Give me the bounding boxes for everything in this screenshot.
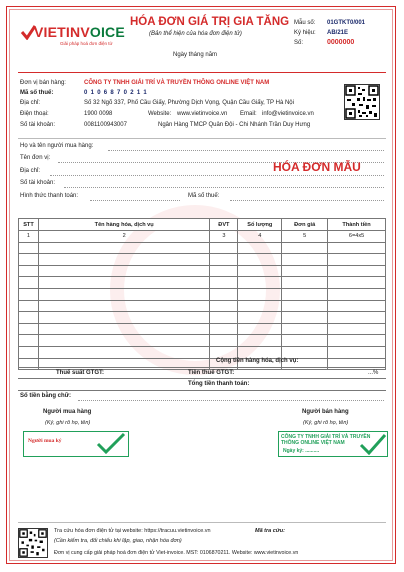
seller-name-label: Đơn vị bán hàng: — [20, 80, 66, 86]
col-header-name: Tên hàng hóa, dịch vụ — [38, 219, 209, 231]
col-header-qty: Số lượng — [238, 219, 282, 231]
vat-rate-label: Thuế suất GTGT: — [56, 370, 104, 376]
buyer-signature-box — [23, 431, 129, 457]
table-row — [19, 265, 386, 277]
amount-in-words-label: Số tiền bằng chữ: — [20, 393, 72, 399]
seller-website-label: Website: — [148, 111, 172, 117]
buyer-sign-text: Người mua ký — [28, 438, 62, 444]
dotted-line — [64, 187, 384, 188]
seller-address-value: Số 32 Ngõ 337, Phố Cầu Giấy, Phường Dịch Vọng, Quận Cầu Giấy, TP Hà Nội — [84, 100, 294, 106]
buyer-payment-label: Hình thức thanh toán: — [20, 193, 79, 199]
dotted-line — [108, 150, 384, 151]
table-row — [19, 300, 386, 312]
symbol-value: AB/21E — [327, 30, 349, 36]
logo-text-accent: OICE — [89, 24, 125, 40]
check-icon — [359, 433, 387, 455]
sample-invoice-stamp: HÓA ĐƠN MẪU — [273, 160, 361, 174]
table-row — [19, 312, 386, 324]
qr-code-icon — [19, 529, 47, 557]
table-row — [19, 242, 386, 254]
invoice-subtitle: (Bản thể hiện của hóa đơn điện tử) — [149, 31, 242, 37]
buyer-sign-title: Người mua hàng — [43, 409, 92, 415]
index-cell: 2 — [38, 231, 209, 243]
items-table — [18, 218, 386, 370]
number-value: 0000000 — [327, 39, 355, 46]
lookup-qr-code — [18, 528, 48, 558]
index-cell: 5 — [282, 231, 328, 243]
logo-text-main: VIETINV — [34, 24, 90, 40]
lookup-text: Tra cứu hóa đơn điện tử tại website: https://tracuu.vietinvoice.vn — [54, 528, 211, 534]
dotted-line — [230, 200, 384, 201]
index-cell: 1 — [19, 231, 39, 243]
seller-bank-value: Ngân Hàng TMCP Quân Đội - Chi Nhánh Trần Duy Hưng — [158, 122, 311, 128]
table-index-row — [19, 231, 386, 243]
divider — [18, 522, 386, 523]
seller-account-label: Số tài khoản: — [20, 122, 56, 128]
table-row — [19, 254, 386, 266]
vat-amount-label: Tiền thuế GTGT: — [188, 370, 235, 376]
seller-tax-value: 0 1 0 6 8 7 0 2 1 1 — [84, 90, 148, 96]
index-cell: 4 — [238, 231, 282, 243]
divider — [18, 367, 386, 368]
buyer-account-label: Số tài khoản: — [20, 180, 56, 186]
provider-text: Đơn vị cung cấp giải pháp hoá đơn điện tử Viet-invoice. MST: 0106870211. Website: www.vietinvoice.vn — [54, 550, 299, 556]
grand-total-label: Tổng tiền thanh toán: — [188, 381, 250, 387]
divider — [18, 390, 386, 391]
index-cell: 6=4x5 — [328, 231, 386, 243]
table-row — [19, 346, 386, 358]
dotted-line — [50, 175, 384, 176]
divider — [18, 138, 386, 139]
buyer-address-label: Địa chỉ: — [20, 168, 41, 174]
table-row — [19, 277, 386, 289]
number-label: Số: — [294, 40, 304, 46]
seller-signature-box — [278, 431, 388, 457]
seller-email-label: Email: — [240, 111, 257, 117]
form-label: Mẫu số: — [294, 20, 316, 26]
form-value: 01GTKT0/001 — [327, 20, 366, 26]
buyer-tax-label: Mã số thuế: — [188, 193, 220, 199]
table-header-row — [19, 219, 386, 231]
dotted-line — [78, 400, 384, 401]
buyer-name-label: Họ và tên người mua hàng: — [20, 143, 94, 149]
seller-sign-hint: (Ký, ghi rõ họ, tên) — [303, 420, 349, 426]
seller-account-value: 0081100943007 — [84, 122, 127, 128]
col-header-unit: ĐVT — [210, 219, 238, 231]
seller-phone-label: Điện thoại: — [20, 111, 49, 117]
seller-website-value: www.vietinvoice.vn — [177, 111, 228, 117]
seller-name-value: CÔNG TY TNHH GIẢI TRÍ VÀ TRUYỀN THÔNG ONLINE VIỆT NAM — [84, 80, 270, 86]
lookup-code-label: Mã tra cứu: — [255, 528, 285, 534]
seller-email-value: info@vietinvoice.vn — [262, 111, 314, 117]
vat-suffix: ...% — [368, 370, 379, 376]
check-icon — [96, 432, 126, 454]
logo-slogan: Giải pháp hoá đơn điện tử — [60, 41, 113, 46]
goods-total-label: Cộng tiền hàng hóa, dịch vụ: — [216, 358, 299, 364]
col-header-stt: STT — [19, 219, 39, 231]
table-row — [19, 335, 386, 347]
seller-sign-title: Người bán hàng — [302, 409, 349, 415]
buyer-sign-hint: (Ký, ghi rõ họ, tên) — [45, 420, 91, 426]
divider — [18, 72, 386, 73]
divider — [18, 378, 386, 379]
seller-qr-code — [344, 84, 380, 120]
seller-address-label: Địa chỉ: — [20, 100, 41, 106]
buyer-unit-label: Tên đơn vị: — [20, 155, 51, 161]
lookup-note: (Cần kiểm tra, đối chiếu khi lập, giao, nhận hóa đơn) — [54, 538, 182, 544]
dotted-line — [90, 200, 180, 201]
seller-sign-date: Ngày ký: .......... — [283, 448, 320, 454]
invoice-title: HÓA ĐƠN GIÁ TRỊ GIA TĂNG — [130, 16, 290, 28]
seller-stamp-name: CÔNG TY TNHH GIẢI TRÍ VÀ TRUYỀN THÔNG ONLINE VIỆT NAM — [281, 434, 371, 446]
table-row — [19, 323, 386, 335]
seller-tax-label: Mã số thuế: — [20, 90, 54, 96]
symbol-label: Ký hiệu: — [294, 30, 316, 36]
invoice-date-line: Ngày tháng năm — [173, 52, 218, 58]
table-row — [19, 288, 386, 300]
col-header-price: Đơn giá — [282, 219, 328, 231]
index-cell: 3 — [210, 231, 238, 243]
col-header-amount: Thành tiền — [328, 219, 386, 231]
qr-code-icon — [345, 85, 379, 119]
seller-phone-value: 1900 0098 — [84, 111, 113, 117]
